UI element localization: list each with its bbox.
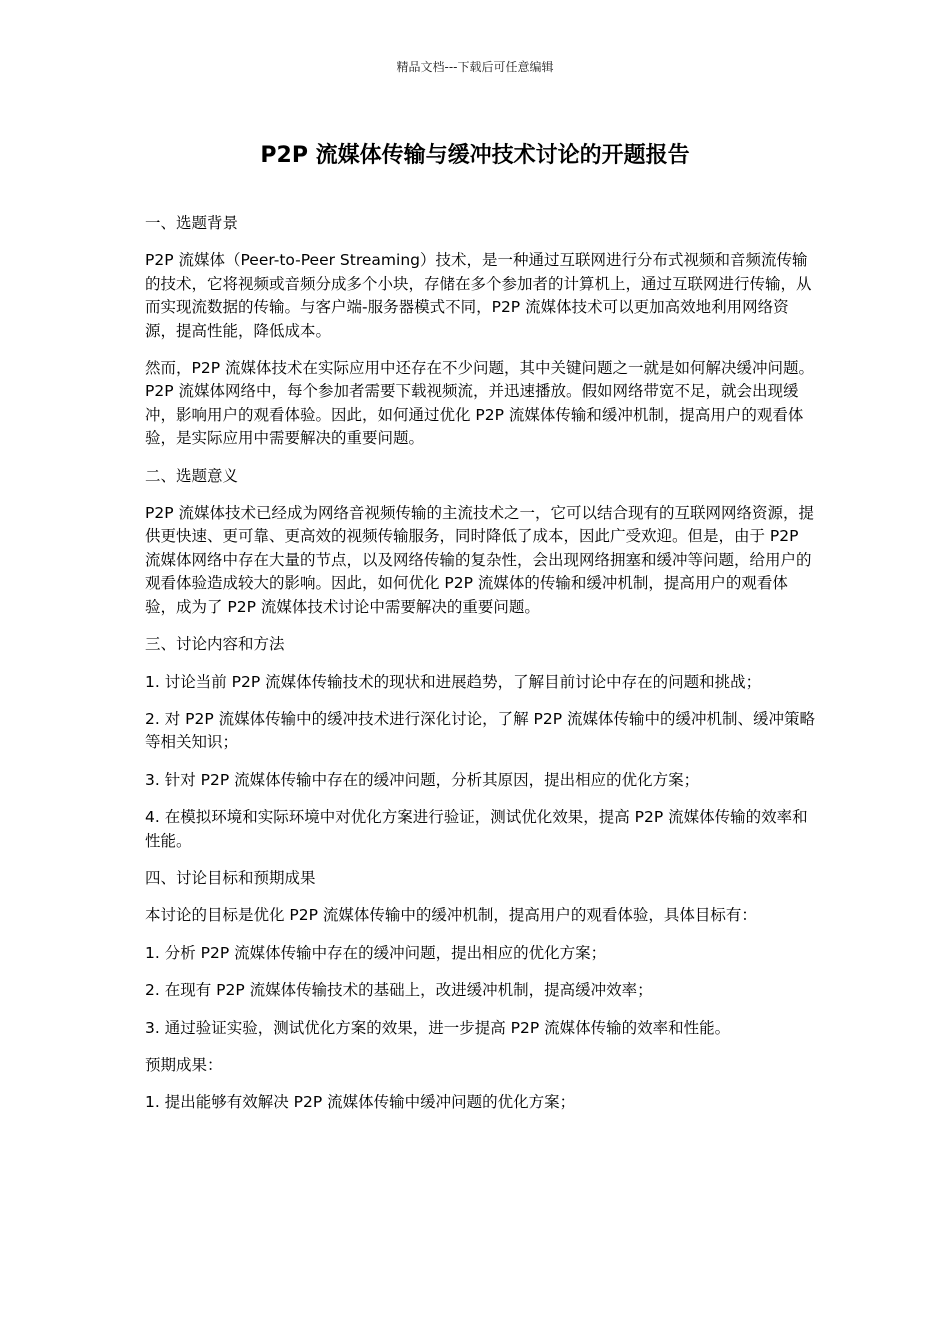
list-item: 1. 分析 P2P 流媒体传输中存在的缓冲问题，提出相应的优化方案；	[145, 943, 607, 962]
header-note: 精品文档---下载后可任意编辑	[396, 60, 554, 74]
paragraph: 本讨论的目标是优化 P2P 流媒体传输中的缓冲机制，提高用户的观看体验，具体目标有：	[145, 906, 757, 925]
list-item: 1. 讨论当前 P2P 流媒体传输技术的现状和进展趋势，了解目前讨论中存在的问题和挑战；	[145, 672, 762, 691]
list-item: 2. 对 P2P 流媒体传输中的缓冲技术进行深化讨论，了解 P2P 流媒体传输中的缓冲机制、缓冲策略等相关知识；	[145, 709, 816, 752]
section-heading-background: 一、选题背景	[145, 214, 239, 232]
paragraph: P2P 流媒体（Peer-to-Peer Streaming）技术，是一种通过互联网进行分布式视频和音频流传输的技术，它将视频或音频分成多个小块，存储在多个参加者的计算机上，通过互联网进行传输，从而实现流数据的传输。与客户端-服务器模式不同，P2P 流媒体技术可以更加高效地利用网络资源，提高性能，降低成本。	[145, 251, 812, 340]
document-body	[145, 212, 817, 1129]
list-item: 3. 针对 P2P 流媒体传输中存在的缓冲问题，分析其原因，提出相应的优化方案；	[145, 770, 700, 789]
page-title: P2P 流媒体传输与缓冲技术讨论的开题报告	[260, 143, 690, 168]
list-item: 4. 在模拟环境和实际环境中对优化方案进行验证，测试优化效果，提高 P2P 流媒体传输的效率和性能。	[145, 808, 808, 850]
section-heading-methods: 三、讨论内容和方法	[145, 635, 285, 654]
list-item: 2. 在现有 P2P 流媒体传输技术的基础上，改进缓冲机制，提高缓冲效率；	[145, 981, 653, 1000]
list-item: 1. 提出能够有效解决 P2P 流媒体传输中缓冲问题的优化方案；	[145, 1093, 576, 1112]
list-item: 3. 通过验证实验，测试优化方案的效果，进一步提高 P2P 流媒体传输的效率和性能。	[145, 1018, 731, 1037]
section-heading-significance: 二、选题意义	[145, 466, 239, 485]
paragraph: 然而，P2P 流媒体技术在实际应用中还存在不少问题，其中关键问题之一就是如何解决缓冲问题。P2P 流媒体网络中，每个参加者需要下载视频流，并迅速播放。假如网络带宽不足，就会出现缓冲，影响用户的观看体验。因此，如何通过优化 P2P 流媒体传输和缓冲机制，提高用户的观看体验，是实际应用中需要解决的重要问题。	[145, 359, 814, 448]
subheading-expected: 预期成果：	[145, 1055, 223, 1074]
paragraph: P2P 流媒体技术已经成为网络音视频传输的主流技术之一，它可以结合现有的互联网网络资源，提供更快速、更可靠、更高效的视频传输服务，同时降低了成本，因此广受欢迎。但是，由于 P2P 流媒体网络中存在大量的节点，以及网络传输的复杂性，会出现网络拥塞和缓冲等问题，给用户的观看体验造成较大的影响。因此，如何优化 P2P 流媒体的传输和缓冲机制，提高用户的观看体验，成为了 P2P 流媒体技术讨论中需要解决的重要问题。	[145, 504, 814, 616]
section-heading-goals: 四、讨论目标和预期成果	[145, 868, 316, 887]
